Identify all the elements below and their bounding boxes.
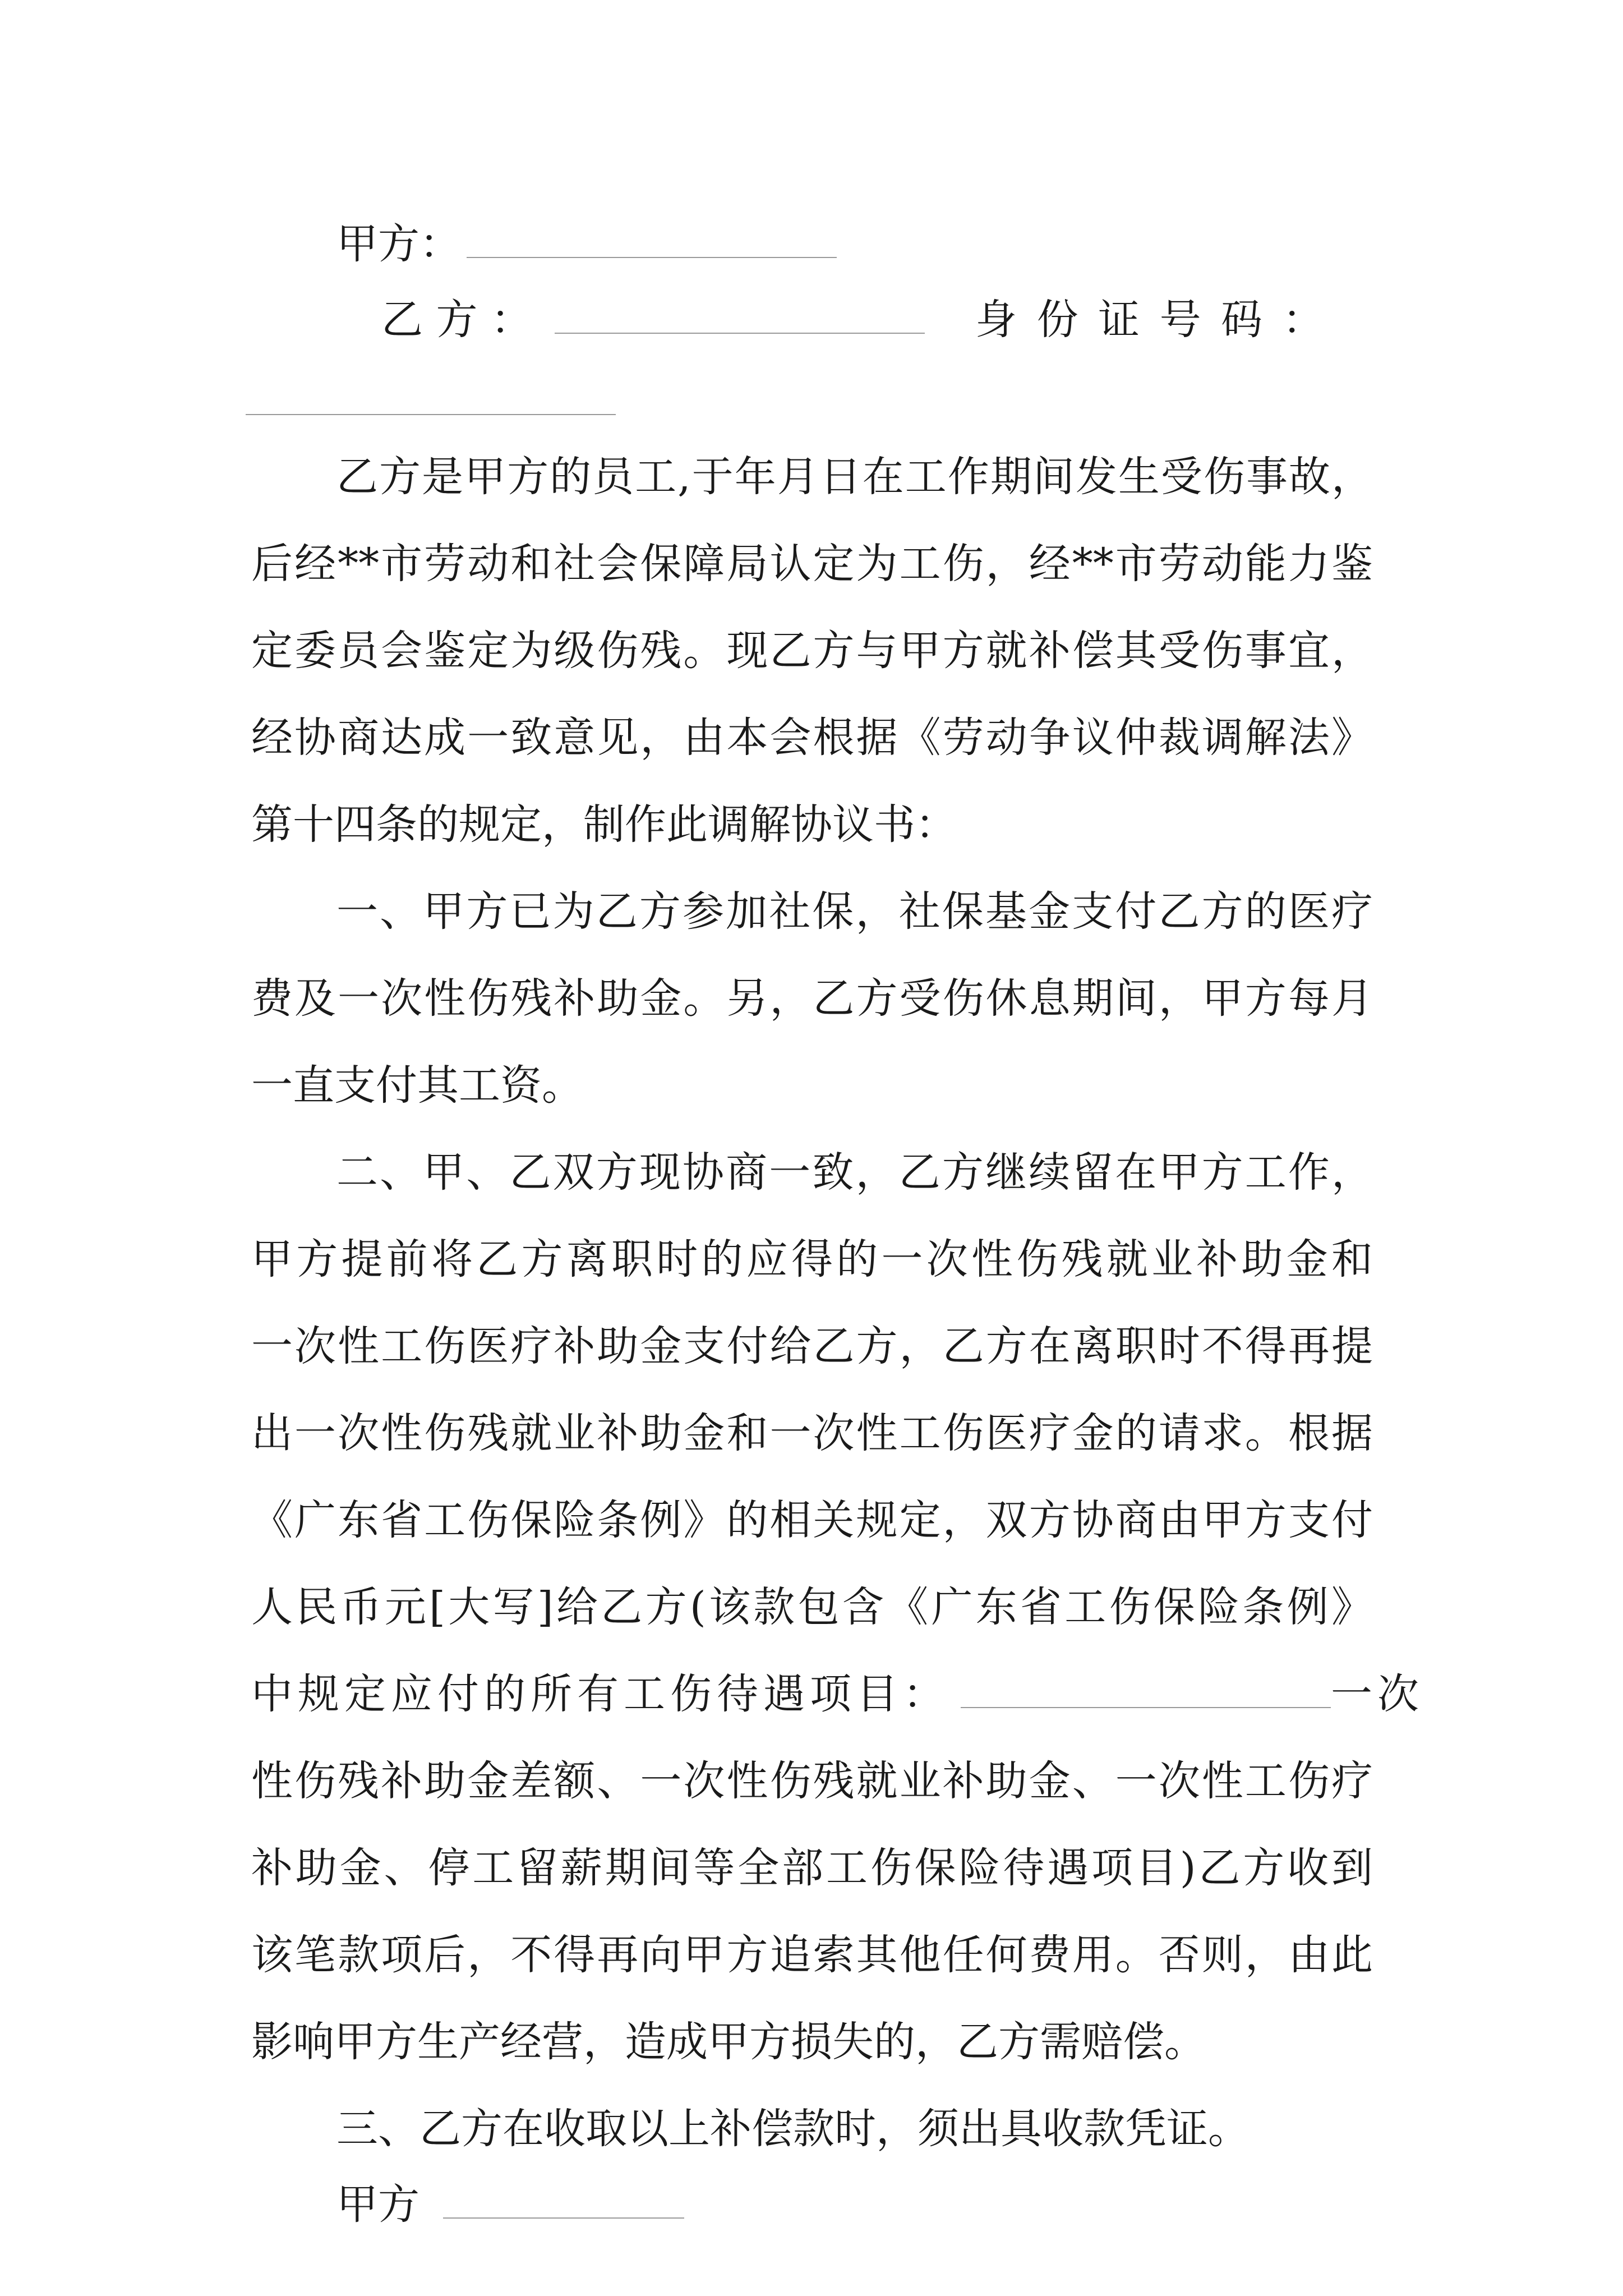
clause2-line-1: 二、甲、乙双方现协商一致，乙方继续留在甲方工作， bbox=[336, 1148, 1373, 1197]
clause2-line-3: 一次性工伤医疗补助金支付给乙方，乙方在离职时不得再提 bbox=[251, 1322, 1373, 1370]
items-blank bbox=[961, 1672, 1331, 1708]
intro-line-3: 定委员会鉴定为级伤残。现乙方与甲方就补偿其受伤事宜， bbox=[251, 627, 1373, 675]
party-b-label: 乙 方 ： bbox=[381, 296, 533, 344]
clause1-line-3: 一直支付其工资。 bbox=[251, 1061, 583, 1110]
clause3-line: 三、乙方在收取以上补偿款时，须出具收款凭证。 bbox=[336, 2105, 1249, 2153]
party-b-line bbox=[381, 292, 1391, 348]
clause2-line-7 bbox=[251, 1666, 1424, 1722]
clause1-line-2: 费及一次性伤残补助金。另，乙方受伤休息期间，甲方每月 bbox=[251, 974, 1373, 1023]
clause2-line-10: 该笔款项后，不得再向甲方追索其他任何费用。否则，由此 bbox=[251, 1931, 1373, 1979]
clause2-line-4: 出一次性伤残就业补助金和一次性工伤医疗金的请求。根据 bbox=[251, 1409, 1373, 1457]
signature-line bbox=[336, 2177, 897, 2233]
intro-line-5: 第十四条的规定，制作此调解协议书： bbox=[251, 800, 957, 849]
intro-line-2: 后经**市劳动和社会保障局认定为工伤，经**市劳动能力鉴 bbox=[251, 540, 1373, 588]
party-a-blank bbox=[467, 222, 837, 258]
clause2-line-7-text: 中规定应付的所有工伤待遇项目： bbox=[251, 1670, 949, 1718]
party-a-label: 甲方： bbox=[336, 220, 461, 268]
clause2-line-8: 性伤残补助金差额、一次性伤残就业补助金、一次性工伤疗 bbox=[251, 1757, 1373, 1805]
clause2-line-6: 人民币元[大写]给乙方(该款包含《广东省工伤保险条例》 bbox=[251, 1583, 1373, 1631]
clause2-line-9: 补助金、停工留薪期间等全部工伤保险待遇项目)乙方收到 bbox=[251, 1844, 1373, 1892]
clause2-line-5: 《广东省工伤保险条例》的相关规定，双方协商由甲方支付 bbox=[251, 1496, 1373, 1544]
signature-blank bbox=[443, 2183, 684, 2219]
intro-line-4: 经协商达成一致意见，由本会根据《劳动争议仲裁调解法》 bbox=[251, 714, 1373, 762]
signature-party-a-label: 甲方 bbox=[336, 2180, 419, 2229]
clause2-line-7-tail: 一次 bbox=[1331, 1670, 1424, 1718]
clause1-line-1: 一、甲方已为乙方参加社保，社保基金支付乙方的医疗 bbox=[336, 887, 1373, 936]
id-number-label: 身 份 证 号 码 ： bbox=[975, 296, 1327, 344]
id-number-blank bbox=[246, 414, 616, 415]
clause2-line-2: 甲方提前将乙方离职时的应得的一次性伤残就业补助金和 bbox=[251, 1235, 1373, 1283]
party-a-line bbox=[336, 216, 897, 272]
intro-line-1: 乙方是甲方的员工,于年月日在工作期间发生受伤事故， bbox=[336, 453, 1373, 501]
party-b-blank bbox=[555, 298, 925, 334]
clause2-line-11: 影响甲方生产经营，造成甲方损失的，乙方需赔偿。 bbox=[251, 2018, 1206, 2066]
